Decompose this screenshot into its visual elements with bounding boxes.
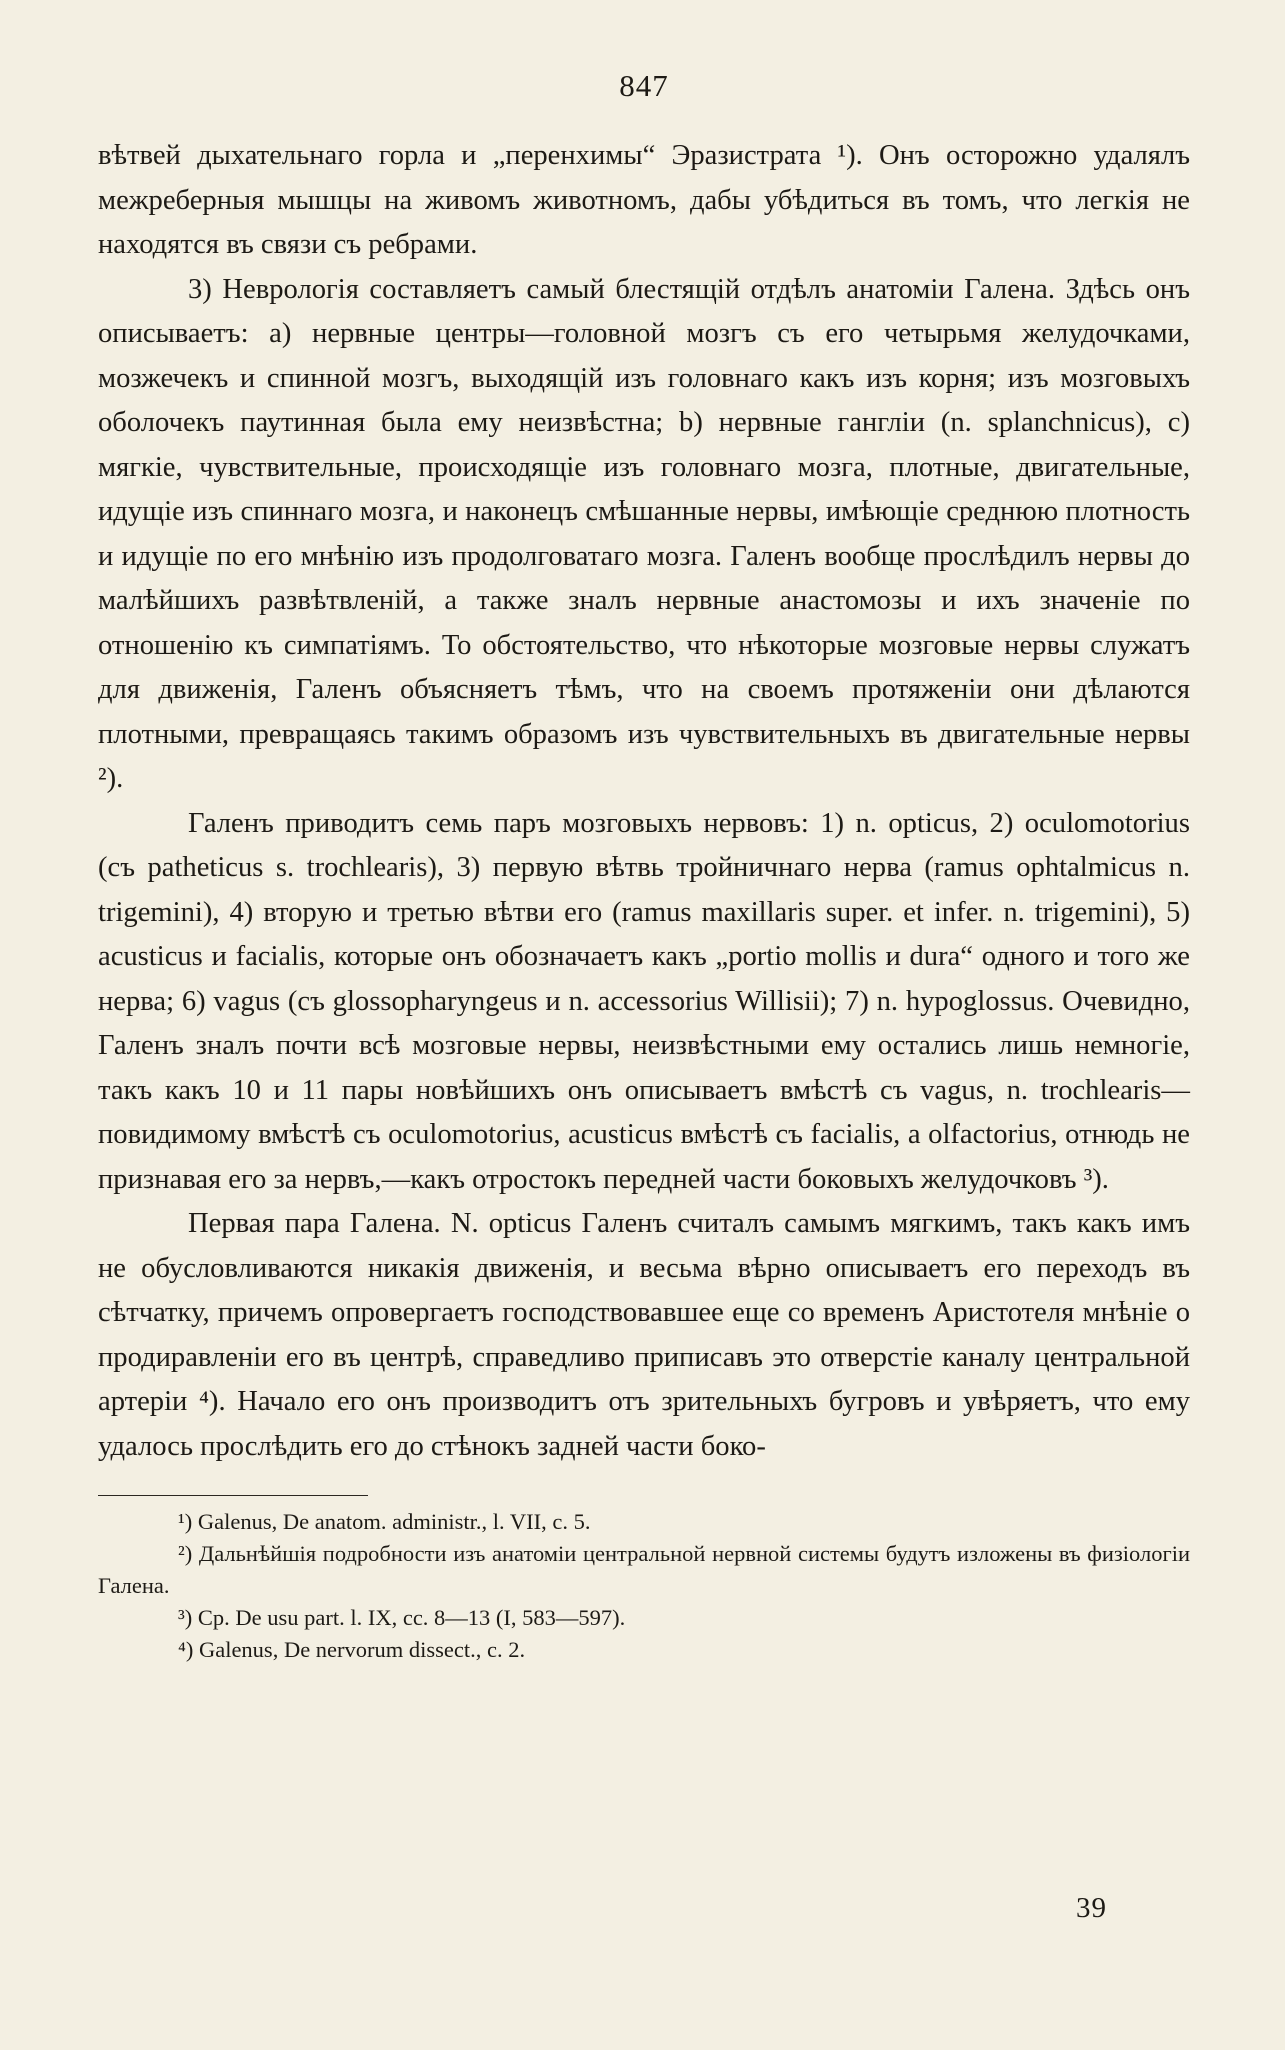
signature-mark: 39 [1076,1892,1107,1924]
body-text [98,134,1190,1469]
footnotes [98,1506,1190,1666]
page-number: 847 [619,68,669,103]
paragraph-1: вѣтвей дыхательнаго горла и „перенхимы“ Эразистрата ¹). Онъ осторожно удалялъ межреберныя мышцы на живомъ животномъ, дабы убѣдиться въ томъ, что легкія не находятся въ связи съ ребрами. [98,140,1190,260]
footnote-3: ³) Cp. De usu part. l. IX, cc. 8—13 (I, 583—597). [178,1605,626,1630]
paragraph-2: 3) Неврологія составляетъ самый блестящій отдѣлъ анатоміи Галена. Здѣсь онъ описываетъ: a) нервные центры—головной мозгъ съ его четырьмя желудочками, мозжечекъ и спинной мозгъ, выходящій изъ головнаго какъ изъ корня; изъ мозговыхъ оболочекъ паутинная была ему неизвѣстна; b) нервные гангліи (n. splanchnicus), c) мягкіе, чувствительные, происходящіе изъ головнаго мозга, плотные, двигательные, идущіе изъ спиннаго мозга, и наконецъ смѣшанные нервы, имѣющіе среднюю плотность и идущіе по его мнѣнію изъ продолговатаго мозга. Галенъ вообще прослѣдилъ нервы до малѣйшихъ развѣтвленій, а также зналъ нервные анастомозы и ихъ значеніе по отношенію къ симпатіямъ. То обстоятельство, что нѣкоторые мозговые нервы служатъ для движенія, Галенъ объясняетъ тѣмъ, что на своемъ протяженіи они дѣлаются плотными, превращаясь такимъ образомъ изъ чувствительныхъ въ двигательные нервы ²). [98,273,1190,794]
footnote-2: ²) Дальнѣйшія подробности изъ анатоміи центральной нервной системы будутъ изложены въ физіологіи Галена. [98,1541,1190,1598]
footnote-4: ⁴) Galenus, De nervorum dissect., c. 2. [178,1637,526,1662]
footnote-divider [98,1495,368,1496]
footnote-1: ¹) Galenus, De anatom. administr., l. VII, c. 5. [178,1509,591,1534]
paragraph-3: Галенъ приводитъ семь паръ мозговыхъ нервовъ: 1) n. opticus, 2) oculomotorius (съ patheticus s. trochlearis), 3) первую вѣтвь тройничнаго нерва (ramus ophtalmicus n. trigemini), 4) вторую и третью вѣтви его (ramus maxillaris super. et infer. n. trigemini), 5) acusticus и facialis, которые онъ обозначаетъ какъ „portio mollis и dura“ одного и того же нерва; 6) vagus (съ glossopharyngeus и n. accessorius Willisii); 7) n. hypoglossus. Очевидно, Галенъ зналъ почти всѣ мозговые нервы, неизвѣстными ему остались лишь немногіе, такъ какъ 10 и 11 пары новѣйшихъ онъ описываетъ вмѣстѣ съ vagus, n. trochlearis—повидимому вмѣстѣ съ oculomotorius, acusticus вмѣстѣ съ facialis, а olfactorius, отнюдь не признавая его за нервъ,—какъ отростокъ передней части боковыхъ желудочковъ ³). [98,807,1190,1195]
paragraph-4: Первая пара Галена. N. opticus Галенъ считалъ самымъ мягкимъ, такъ какъ имъ не обусловливаются никакія движенія, и весьма вѣрно описываетъ его переходъ въ сѣтчатку, причемъ опровергаетъ господствовавшее еще со временъ Аристотеля мнѣніе о продиравленіи его въ центрѣ, справедливо приписавъ это отверстіе каналу центральной артеріи ⁴). Начало его онъ производитъ отъ зрительныхъ бугровъ и увѣряетъ, что ему удалось прослѣдить его до стѣнокъ задней части боко- [98,1208,1190,1462]
